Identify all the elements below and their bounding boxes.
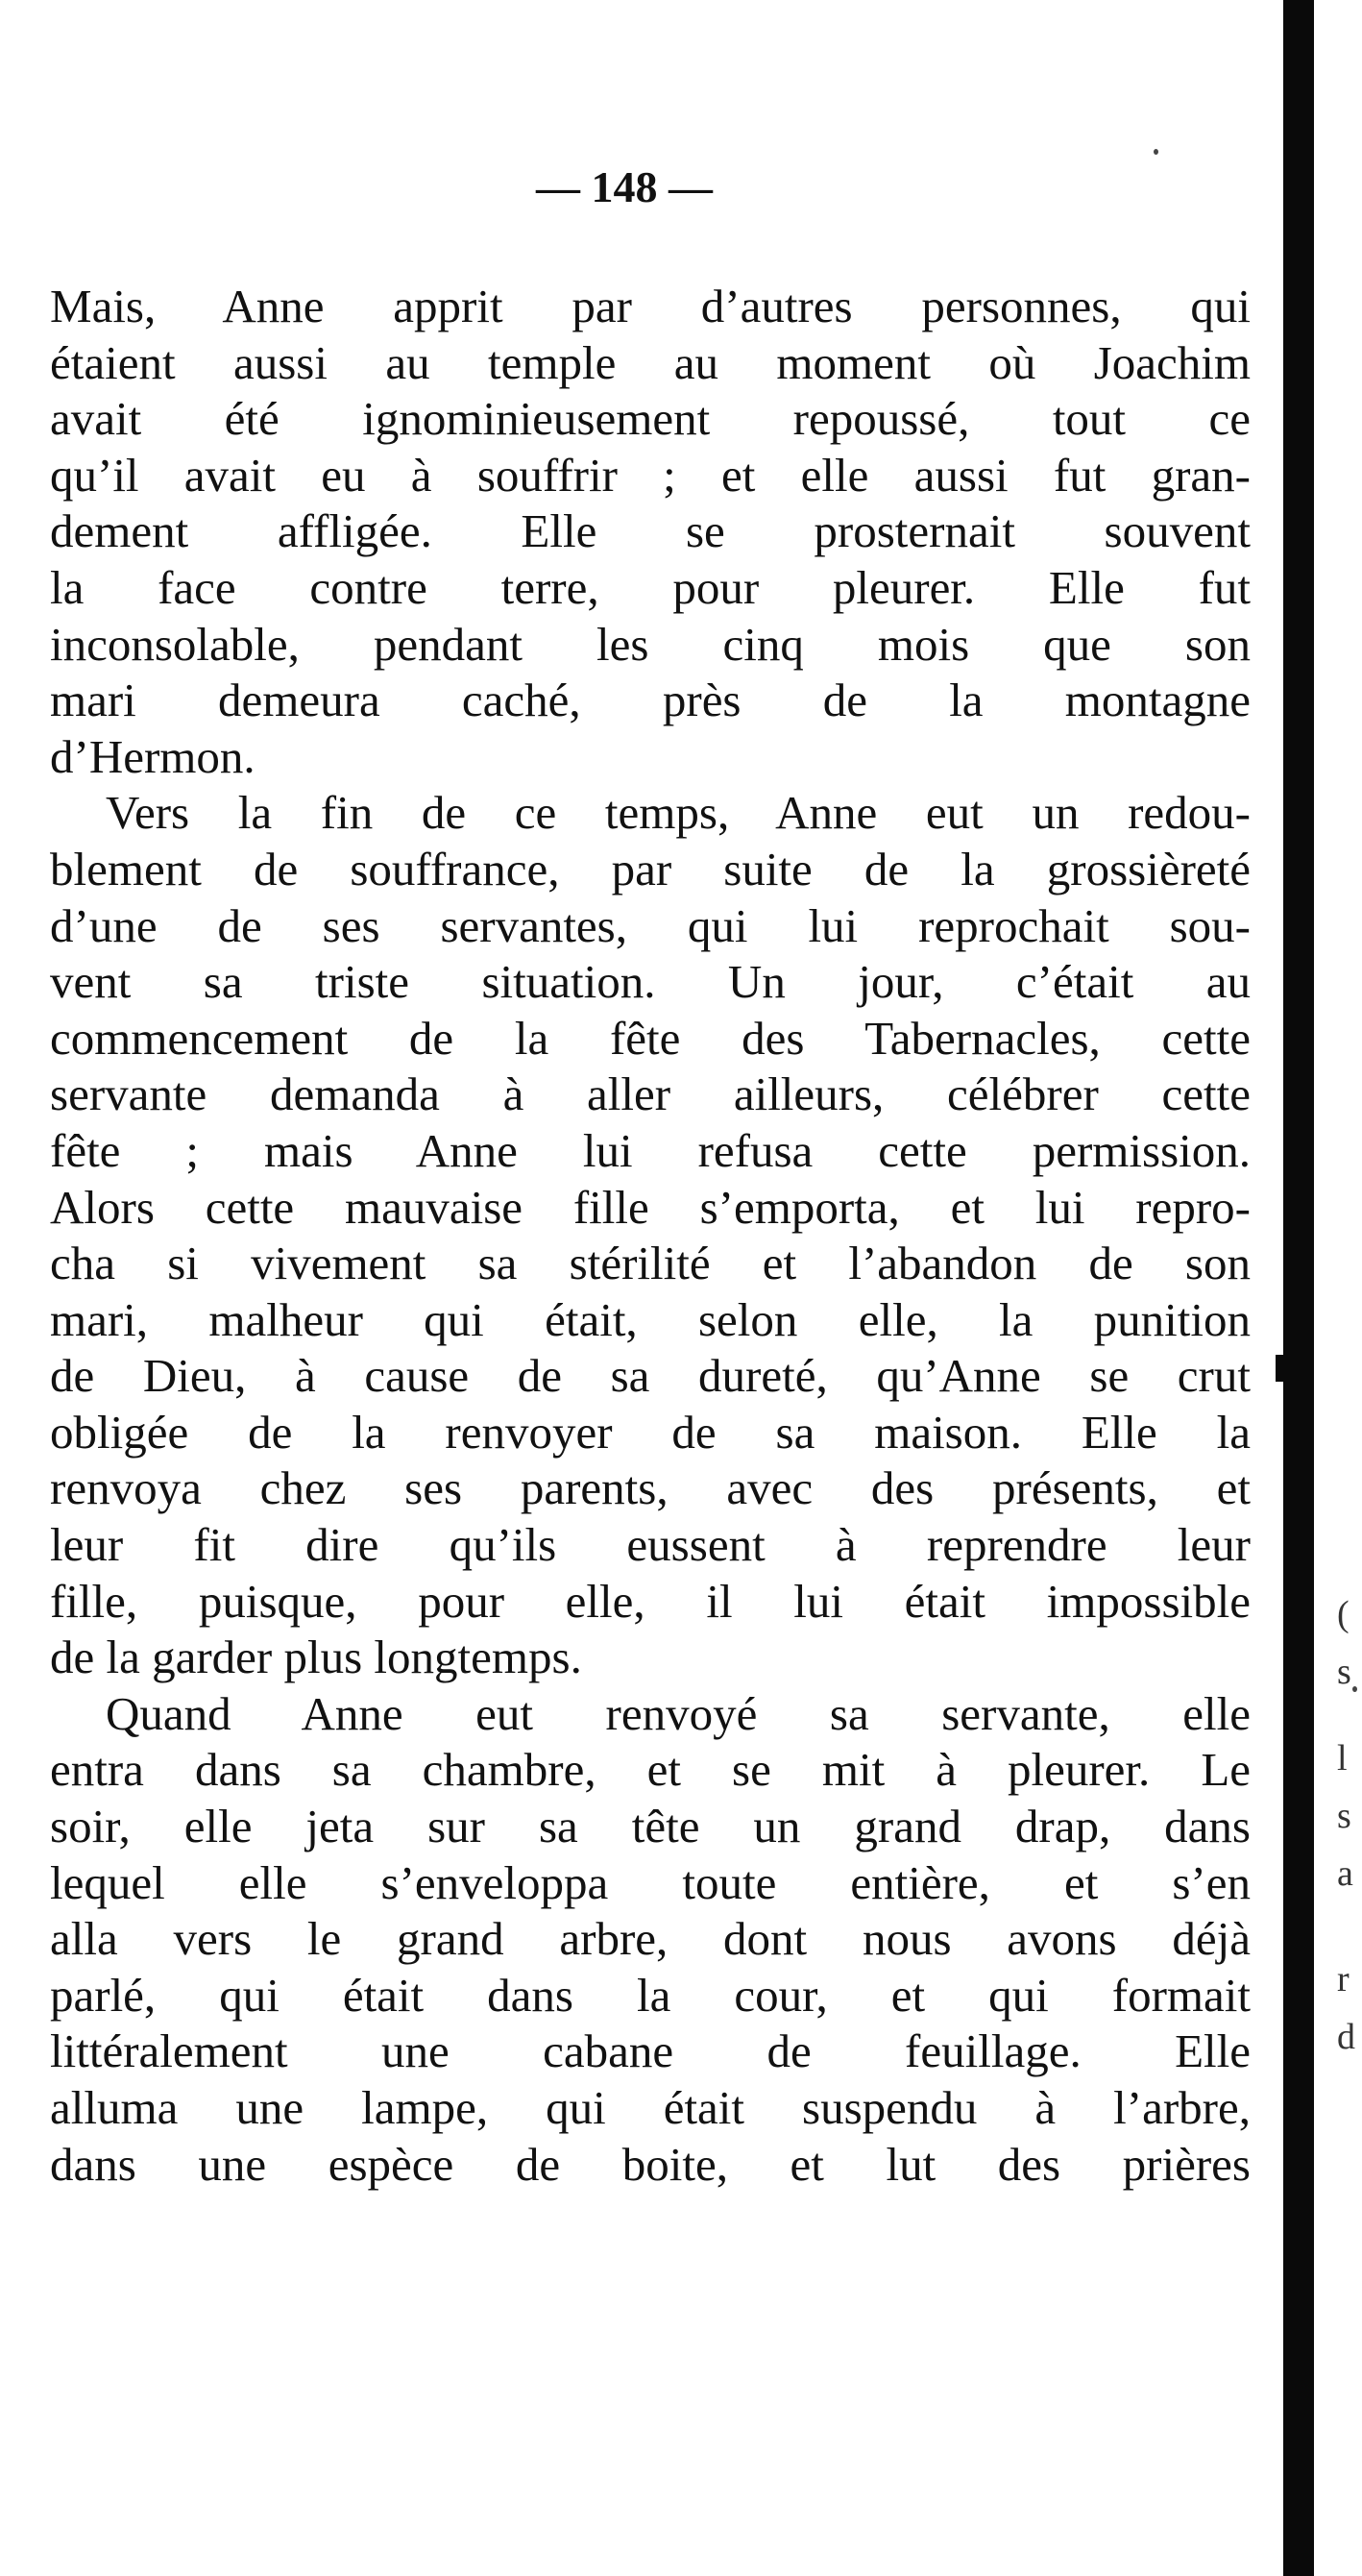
text-line: soir, elle jeta sur sa tête un grand drap, dans	[50, 1800, 1251, 1853]
text-line: mari demeura caché, près de la montagne	[50, 674, 1251, 727]
page-edge-notch	[1276, 1355, 1285, 1382]
text-line: avait été ignominieusement repoussé, tout ce	[50, 392, 1251, 446]
body-text	[50, 279, 1251, 2193]
edge-fragment: r	[1337, 1959, 1350, 1999]
text-line: blement de souffrance, par suite de la grossièreté	[50, 842, 1251, 895]
page-number: — 148 —	[536, 162, 713, 211]
text-line: servante demanda à aller ailleurs, célébrer cette	[50, 1067, 1251, 1121]
text-line: leur fit dire qu’ils eussent à reprendre leur	[50, 1518, 1251, 1572]
page-edge-shadow	[1283, 0, 1314, 2576]
text-line: Quand Anne eut renvoyé sa servante, elle	[106, 1686, 1251, 1740]
text-line: d’une de ses servantes, qui lui reprochait sou-	[50, 898, 1251, 952]
edge-fragment: s	[1337, 1796, 1351, 1836]
edge-fragment: d	[1337, 2017, 1355, 2057]
edge-fragment: a	[1337, 1853, 1353, 1894]
text-line: littéralement une cabane de feuillage. Elle	[50, 2024, 1251, 2078]
text-line: obligée de la renvoyer de sa maison. Elle la	[50, 1405, 1251, 1459]
edge-fragment: l	[1337, 1738, 1348, 1779]
text-line: Alors cette mauvaise fille s’emporta, et lui repro-	[50, 1180, 1251, 1234]
text-line: alla vers le grand arbre, dont nous avons déjà	[50, 1912, 1251, 1966]
text-line: étaient aussi au temple au moment où Joachim	[50, 335, 1251, 389]
edge-fragment: (	[1337, 1594, 1350, 1634]
text-line: Vers la fin de ce temps, Anne eut un redou-	[106, 786, 1251, 840]
edge-fragment: s	[1337, 1652, 1351, 1692]
text-line: renvoya chez ses parents, avec des présents, et	[50, 1461, 1251, 1515]
text-line: dans une espèce de boite, et lut des prières	[50, 2137, 1251, 2191]
text-line: commencement de la fête des Tabernacles, cette	[50, 1011, 1251, 1065]
text-line: d’Hermon.	[50, 729, 255, 783]
text-line: vent sa triste situation. Un jour, c’était au	[50, 955, 1251, 1009]
text-line: cha si vivement sa stérilité et l’abandon de son	[50, 1237, 1251, 1290]
text-line: inconsolable, pendant les cinq mois que son	[50, 617, 1251, 671]
text-line: alluma une lampe, qui était suspendu à l’arbre,	[50, 2081, 1251, 2134]
text-line: la face contre terre, pour pleurer. Elle fut	[50, 560, 1251, 614]
text-line: fille, puisque, pour elle, il lui était impossible	[50, 1574, 1251, 1628]
text-line: dement affligée. Elle se prosternait souvent	[50, 504, 1251, 558]
text-line: de la garder plus longtemps.	[50, 1631, 582, 1684]
text-line: lequel elle s’enveloppa toute entière, et s’en	[50, 1855, 1251, 1909]
text-line: parlé, qui était dans la cour, et qui formait	[50, 1968, 1251, 2022]
text-line: Mais, Anne apprit par d’autres personnes, qui	[50, 280, 1251, 332]
text-line: qu’il avait eu à souffrir ; et elle aussi fut gran-	[50, 448, 1251, 502]
text-line: de Dieu, à cause de sa dureté, qu’Anne se crut	[50, 1349, 1251, 1403]
scan-speck	[1352, 1686, 1357, 1692]
text-line: fête ; mais Anne lui refusa cette permission.	[50, 1123, 1251, 1177]
scan-speck	[1154, 149, 1158, 155]
text-line: entra dans sa chambre, et se mit à pleurer. Le	[50, 1743, 1251, 1797]
text-line: mari, malheur qui était, selon elle, la punition	[50, 1292, 1251, 1346]
